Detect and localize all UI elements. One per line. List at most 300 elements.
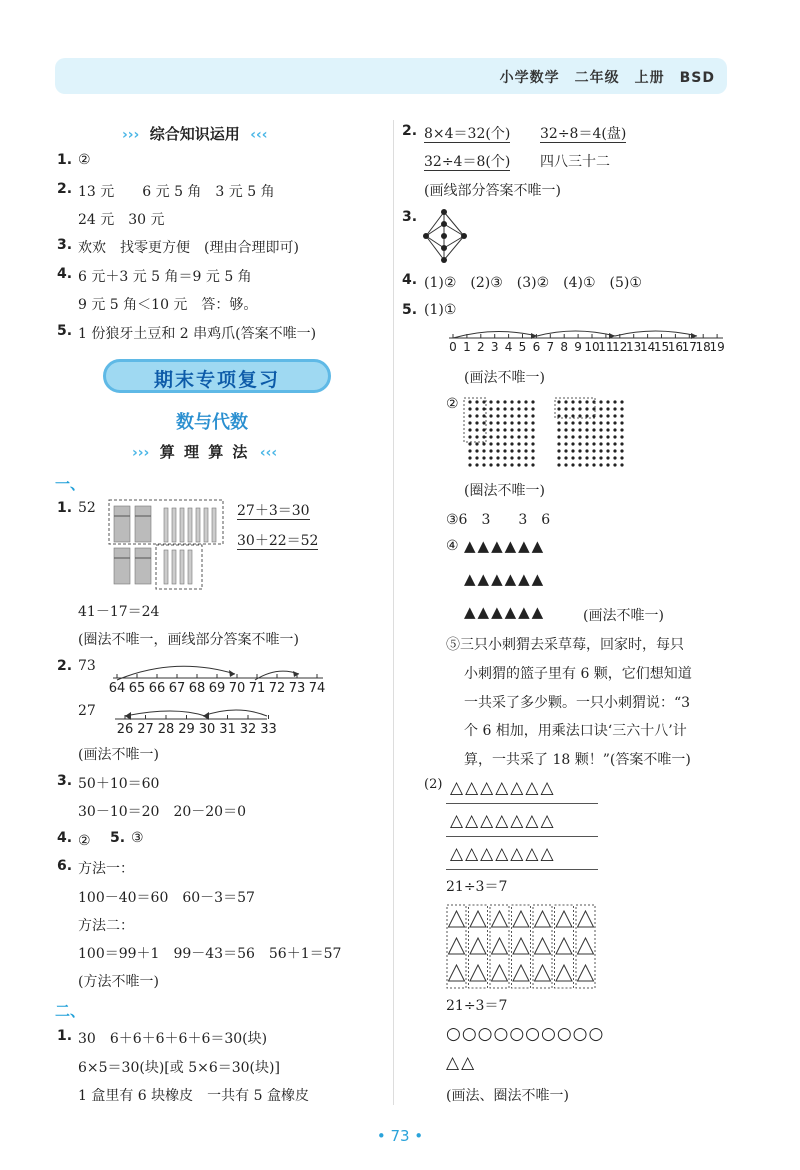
tick-label: 14 (639, 340, 656, 354)
dot (564, 400, 567, 403)
item-text: ② (78, 152, 91, 168)
dot (578, 407, 581, 410)
dot (496, 428, 499, 431)
dot (585, 407, 588, 410)
tick-label: 26 (116, 722, 134, 737)
dot (531, 463, 534, 466)
dot (489, 442, 492, 445)
dot (468, 421, 471, 424)
triangle (578, 911, 594, 927)
r-q5-note4: (画法不唯一) (583, 608, 664, 624)
dot (599, 456, 602, 459)
dot (599, 463, 602, 466)
group-box (490, 905, 509, 988)
dot (613, 421, 616, 424)
dot (592, 442, 595, 445)
dot (531, 435, 534, 438)
dot (592, 428, 595, 431)
dot (524, 421, 527, 424)
dot (475, 449, 478, 452)
r-q2-eq4: 四八三十二 (540, 154, 610, 170)
row-underline (446, 869, 598, 870)
dot (578, 456, 581, 459)
dot (592, 456, 595, 459)
tick-label: 33 (260, 722, 277, 737)
dot (606, 449, 609, 452)
dot (606, 463, 609, 466)
dot (510, 414, 513, 417)
dot (599, 414, 602, 417)
group-box (469, 905, 488, 988)
tick-label: 69 (208, 681, 226, 696)
dot (599, 449, 602, 452)
triangle (492, 938, 508, 954)
dot (571, 435, 574, 438)
dot (475, 442, 478, 445)
tick-label: 1 (463, 340, 471, 354)
r-q2-note: (画线部分答案不唯一) (424, 183, 561, 199)
dot (468, 414, 471, 417)
r-q2-eq3: 32÷4＝8(个) (424, 154, 511, 170)
dot (517, 428, 520, 431)
dot (489, 456, 492, 459)
r-q4-num: 4. (402, 272, 418, 288)
dot (564, 435, 567, 438)
triangle (556, 938, 572, 954)
header-title: 小学数学 二年级 上册 BSD (499, 70, 715, 86)
triangle-row: ▲▲▲▲▲▲ (464, 537, 546, 555)
dot (468, 449, 471, 452)
tick-label: 18 (695, 340, 711, 354)
number-line-3-ticks (449, 334, 725, 354)
dot (482, 435, 485, 438)
dot (564, 442, 567, 445)
dot (531, 400, 534, 403)
dot (620, 428, 623, 431)
triangle (449, 965, 465, 981)
tick-label: 72 (268, 681, 286, 696)
q4-num: 4. (57, 830, 73, 846)
item-text: 6 元＋3 元 5 角＝9 元 5 角 (78, 269, 252, 285)
dot (482, 400, 485, 403)
dot-array-left (468, 400, 534, 466)
dot (510, 456, 513, 459)
dot (489, 428, 492, 431)
dot (613, 463, 616, 466)
triangle (492, 911, 508, 927)
dot (564, 407, 567, 410)
dot (578, 449, 581, 452)
tick-label: 71 (248, 681, 266, 696)
tick-label: 5 (518, 340, 527, 354)
dot (578, 400, 581, 403)
number-line-2 (105, 700, 275, 736)
q1-num: 1. (57, 500, 73, 516)
dot (475, 414, 478, 417)
dot (475, 400, 478, 403)
r-eq-a: 21÷3＝7 (446, 879, 508, 895)
dot (482, 428, 485, 431)
dot (564, 449, 567, 452)
dot (489, 414, 492, 417)
dot (517, 407, 520, 410)
q1-note: (圈法不唯一，画线部分答案不唯一) (78, 632, 299, 648)
q6-num: 6. (57, 858, 73, 874)
dot (489, 421, 492, 424)
triangle (470, 965, 486, 981)
dot (571, 414, 574, 417)
dot (496, 456, 499, 459)
tick-label: 73 (288, 681, 306, 696)
tick-label: 70 (228, 681, 246, 696)
dot (578, 442, 581, 445)
tick-label: 8 (560, 340, 569, 354)
group-box (576, 905, 595, 988)
section1-heading: ››› 综合知识运用 ‹‹‹ (122, 125, 268, 143)
open-triangle-row: △△△△△△△ (450, 778, 556, 798)
dot (503, 407, 506, 410)
r-q2-eq1: 8×4＝32(个) (424, 126, 511, 142)
tick-label: 74 (308, 681, 326, 696)
item-num: 3. (57, 237, 73, 253)
dot (620, 442, 623, 445)
dot (599, 400, 602, 403)
dot (613, 407, 616, 410)
q5-num: 5. (110, 830, 126, 846)
dot (571, 400, 574, 403)
dot (496, 442, 499, 445)
group-box (512, 905, 531, 988)
dot (557, 407, 560, 410)
tick-label: 67 (168, 681, 186, 696)
r-q5-sub5-line2: 小刺猬的篮子里有 6 颗，它们想知道 (464, 666, 692, 682)
tick-label: 65 (128, 681, 146, 696)
dot (475, 456, 478, 459)
dot (620, 400, 623, 403)
triangle (578, 938, 594, 954)
page-number: • 73 • (376, 1127, 424, 1145)
dot (585, 400, 588, 403)
review-banner: 期末专项复习 (103, 359, 331, 393)
r-q5-note1: (画法不唯一) (464, 370, 545, 386)
section2-heading: ››› 算 理 算 法 ‹‹‹ (132, 443, 278, 461)
q6-method1-eq: 100－40＝60 60－3＝57 (78, 890, 255, 906)
dot (510, 428, 513, 431)
q6-method2-eq: 100＝99＋1 99－43＝56 56＋1＝57 (78, 946, 342, 962)
dot (482, 414, 485, 417)
dot (564, 456, 567, 459)
dot (475, 435, 478, 438)
r-q5-num: 5. (402, 302, 418, 318)
item-text: 1 份狼牙土豆和 2 串鸡爪(答案不唯一) (78, 326, 317, 342)
dot (557, 421, 560, 424)
dot (482, 449, 485, 452)
dot (578, 414, 581, 417)
triangle-groups (447, 905, 595, 988)
item-num: 1. (57, 152, 73, 168)
dot (510, 449, 513, 452)
dot (585, 463, 588, 466)
dot (613, 414, 616, 417)
dot (564, 421, 567, 424)
dot (606, 456, 609, 459)
dot (489, 449, 492, 452)
dot (468, 456, 471, 459)
dot (613, 428, 616, 431)
group-box (555, 905, 574, 988)
p2q1-line2: 6×5＝30(块)[或 5×6＝30(块)] (78, 1060, 280, 1076)
dot (557, 435, 560, 438)
item-text: 9 元 5 角＜10 元 答：够。 (78, 297, 258, 313)
dot (503, 463, 506, 466)
q2-value1: 73 (78, 658, 96, 674)
circle-row: ○○○○○○○○○○ (446, 1024, 605, 1044)
dot (606, 421, 609, 424)
dot (524, 428, 527, 431)
dot-array-right (557, 400, 623, 466)
item-text: 13 元 6 元 5 角 3 元 5 角 (78, 184, 275, 200)
dot (489, 435, 492, 438)
dot (620, 421, 623, 424)
dot (524, 400, 527, 403)
dot (517, 456, 520, 459)
q6-method2: 方法二： (78, 918, 134, 934)
tick-label: 3 (490, 340, 499, 354)
dot (592, 435, 595, 438)
dot (592, 449, 595, 452)
dot (468, 435, 471, 438)
tick-label: 66 (148, 681, 166, 696)
r-q5-sub5-line4: 个 6 相加，用乘法口诀‘三六十八’计 (464, 723, 687, 739)
triangle (449, 938, 465, 954)
dot (571, 442, 574, 445)
triangle-row: ▲▲▲▲▲▲ (464, 603, 546, 621)
q1-eq2: 30＋22＝52 (237, 533, 319, 549)
dot (510, 421, 513, 424)
tick-label: 68 (188, 681, 206, 696)
triangle (470, 938, 486, 954)
r-q5-sub5-line5: 算，一共采了 18 颗！”(答案不唯一) (464, 752, 691, 768)
number-line-1 (105, 658, 335, 694)
dot (592, 463, 595, 466)
page-header (55, 58, 727, 94)
dot (571, 421, 574, 424)
dot (496, 414, 499, 417)
q2-num: 2. (57, 658, 73, 674)
dot (531, 421, 534, 424)
item-num: 2. (57, 181, 73, 197)
dot (510, 400, 513, 403)
dot (585, 421, 588, 424)
dot (496, 449, 499, 452)
q3-num: 3. (57, 773, 73, 789)
dot (489, 407, 492, 410)
triangle (535, 965, 551, 981)
dot (571, 463, 574, 466)
dot (599, 428, 602, 431)
triangle (513, 911, 529, 927)
dot (503, 414, 506, 417)
dot (585, 449, 588, 452)
tick-label: 31 (219, 722, 236, 737)
dot (620, 407, 623, 410)
group-box (533, 905, 552, 988)
dot (496, 463, 499, 466)
triangle-row: ▲▲▲▲▲▲ (464, 570, 546, 588)
open-triangle-row: △△△△△△△ (450, 844, 556, 864)
r-q2-num: 2. (402, 123, 418, 139)
dot (578, 463, 581, 466)
r-eq-b: 21÷3＝7 (446, 998, 508, 1014)
tick-label: 27 (137, 722, 154, 737)
dot (620, 414, 623, 417)
row-underline (446, 836, 598, 837)
dot (613, 435, 616, 438)
dot (510, 407, 513, 410)
dot (578, 435, 581, 438)
r-q5-sub2: ② (446, 396, 459, 412)
dot (531, 449, 534, 452)
dot (517, 442, 520, 445)
dot-arrays (462, 396, 632, 468)
dot (571, 449, 574, 452)
q1-eq3: 41－17＝24 (78, 604, 160, 620)
dot (613, 442, 616, 445)
dot (482, 421, 485, 424)
dot (524, 414, 527, 417)
r-q5-note2: (圈法不唯一) (464, 483, 545, 499)
dot (557, 456, 560, 459)
q5-text: ③ (131, 830, 144, 846)
dot (510, 463, 513, 466)
item-num: 4. (57, 266, 73, 282)
dot (503, 428, 506, 431)
q4-text: ② (78, 833, 105, 849)
dot (489, 400, 492, 403)
q6-method1: 方法一： (78, 861, 134, 877)
dot (531, 456, 534, 459)
dot (517, 400, 520, 403)
dot (482, 463, 485, 466)
dot (606, 442, 609, 445)
part2-label: 二、 (55, 1002, 86, 1020)
dot (606, 428, 609, 431)
r-q2-eq2: 32÷8＝4(盘) (540, 126, 627, 142)
tick-label: 10 (584, 340, 600, 354)
dot (517, 435, 520, 438)
triangle (470, 911, 486, 927)
dot (468, 407, 471, 410)
triangle (535, 938, 551, 954)
tick-label: 17 (681, 340, 697, 354)
r-q5-sub5-line3: 一共采了多少颗。一只小刺猬说：“3 (464, 695, 691, 711)
triangle (578, 965, 594, 981)
dot (496, 421, 499, 424)
dot (475, 428, 478, 431)
r-q4-text: (1)② (2)③ (3)② (4)① (5)① (424, 275, 642, 291)
dot (620, 463, 623, 466)
dot (524, 456, 527, 459)
dot (503, 421, 506, 424)
tick-label: 30 (198, 722, 216, 737)
q1-value: 52 (78, 500, 96, 516)
q1-eq1: 27＋3＝30 (237, 503, 310, 519)
tick-label: 15 (653, 340, 670, 354)
item-text: 欢欢 找零更方便 (理由合理即可) (78, 240, 299, 256)
p2q1-line3: 1 盒里有 6 块橡皮 一共有 5 盒橡皮 (78, 1088, 309, 1104)
r-q5-sub4: ④ (446, 538, 459, 554)
dot (510, 442, 513, 445)
dot (503, 449, 506, 452)
dot (482, 407, 485, 410)
r-q5-part2: (2) (424, 777, 443, 792)
column-divider (393, 120, 394, 1105)
dot (585, 456, 588, 459)
dot (475, 463, 478, 466)
tick-label: 64 (108, 681, 126, 696)
tick-label: 19 (709, 340, 725, 354)
r-q5-sub3: ③6 3 3 6 (446, 512, 551, 528)
dot (613, 456, 616, 459)
dot (564, 463, 567, 466)
dot (531, 428, 534, 431)
dot (517, 414, 520, 417)
dot (578, 428, 581, 431)
dot (503, 400, 506, 403)
part1-label: 一、 (55, 475, 86, 493)
dot (606, 435, 609, 438)
dot (592, 421, 595, 424)
dot (524, 442, 527, 445)
r-q3-num: 3. (402, 209, 418, 225)
tick-label: 16 (667, 340, 684, 354)
dot (613, 449, 616, 452)
dot (585, 414, 588, 417)
dot (620, 449, 623, 452)
tick-label: 6 (532, 340, 541, 354)
dot (620, 456, 623, 459)
triangle (535, 911, 551, 927)
number-line-2-ticks (117, 715, 277, 737)
dot (564, 428, 567, 431)
dot (599, 442, 602, 445)
triangle (556, 965, 572, 981)
dot (585, 435, 588, 438)
dot (571, 407, 574, 410)
dot (517, 449, 520, 452)
dot (489, 463, 492, 466)
dot (475, 421, 478, 424)
connection-diagram (420, 208, 470, 264)
dot (524, 463, 527, 466)
two-triangles: △△ (446, 1053, 477, 1073)
dot (531, 414, 534, 417)
open-triangle-row: △△△△△△△ (450, 811, 556, 831)
item-text: 24 元 30 元 (78, 212, 165, 228)
subtitle: 数与代数 (176, 412, 248, 433)
dot (571, 456, 574, 459)
tick-label: 29 (178, 722, 195, 737)
dot (503, 435, 506, 438)
q3-line1: 50＋10＝60 (78, 776, 160, 792)
dot (564, 414, 567, 417)
q6-note: (方法不唯一) (78, 974, 159, 990)
dot (606, 414, 609, 417)
tick-label: 0 (449, 340, 457, 354)
dot (606, 407, 609, 410)
dot (503, 442, 506, 445)
tick-label: 7 (546, 340, 555, 354)
